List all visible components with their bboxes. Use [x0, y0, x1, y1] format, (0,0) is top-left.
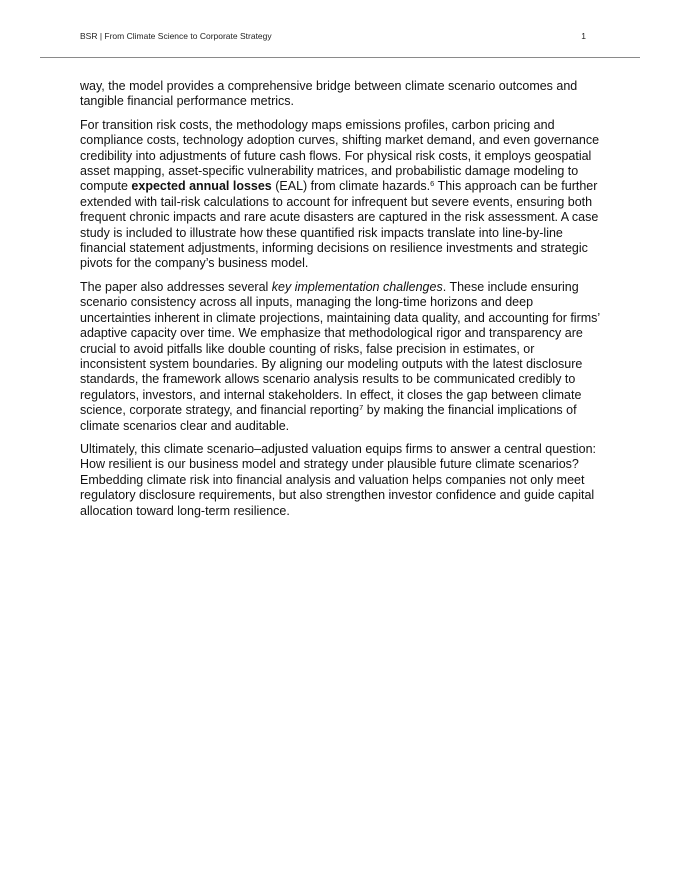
paragraph-4-text: Ultimately, this climate scenario–adjusted valuation equips firms to answer a central question: How resilient is our business model and strategy under plausible future climate scenarios? Embedding climate risk into financial analysis and valuation helps companies not only meet regulatory disclosure requirements, but also strengthen investor confidence and guide capital allocation toward long-term resilience.	[80, 441, 596, 518]
paragraph-2-bold-term: expected annual losses	[131, 179, 272, 194]
paragraph-2-text-a: For transition risk costs, the methodology maps emissions profiles, carbon pricing and compliance costs, technology adoption curves, shifting market demand, and even governance credibility into adjustments of future cash flows. For physical risk costs, it employs geospatial asset mapping, asset-specific vulnerability matrices, and probabilistic damage modeling to compute	[80, 117, 600, 194]
page-number: 1	[581, 31, 586, 41]
paragraph-2-text-c: This approach can be further extended with tail-risk calculations to account for infrequent but severe events, ensuring both frequent chronic impacts and rare acute disasters are captured in the risk assessment. A case study is included to illustrate how these quantified risk impacts translate into line-by-line financial statement adjustments, informing decisions on resilience investments and strategic pivots for the company’s business model.	[80, 179, 599, 271]
paragraph-3-italic-term: key implementation challenges	[271, 279, 443, 294]
page-header	[80, 30, 586, 44]
footnote-7-ref[interactable]: 7	[359, 403, 364, 413]
paragraph-4	[80, 442, 600, 519]
paragraph-2-text-b: (EAL) from climate hazards.	[271, 179, 431, 194]
footnote-6-ref[interactable]: 6	[430, 179, 435, 189]
paragraph-3-text-b: . These include ensuring scenario consistency across all inputs, managing the long-time horizons and deep uncertainties inherent in climate projections, maintaining data quality, and accounting for firms’ adaptive capacity over time. We emphasize that methodological rigor and transparency are crucial to avoid pitfalls like double counting of risks, false precision in estimates, or inconsistent system boundaries. By aligning our modeling outputs with the latest disclosure standards, the framework allows scenario analysis results to be communicated credibly to regulators, investors, and internal stakeholders. In effect, it closes the gap between climate science, corporate strategy, and financial reporting	[80, 279, 600, 418]
paragraph-2	[80, 118, 600, 272]
paragraph-3-text-c: by making the financial implications of climate scenarios clear and auditable.	[80, 403, 577, 433]
paragraph-1-text: way, the model provides a comprehensive bridge between climate scenario outcomes and tangible financial performance metrics.	[80, 79, 578, 109]
paragraph-3-text-a: The paper also addresses several	[80, 279, 272, 294]
document-body	[80, 79, 600, 527]
header-divider	[40, 57, 640, 58]
header-title: BSR | From Climate Science to Corporate Strategy	[80, 31, 272, 41]
paragraph-1	[80, 79, 600, 110]
paragraph-3	[80, 280, 600, 434]
